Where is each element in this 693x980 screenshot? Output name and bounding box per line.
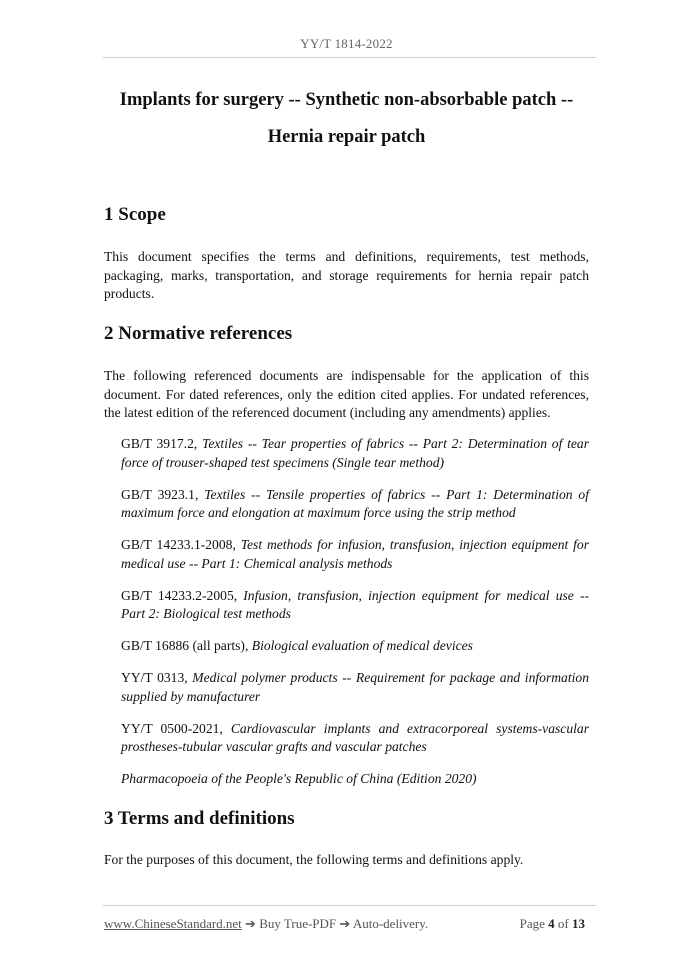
reference-code: GB/T 3923.1, bbox=[121, 486, 205, 502]
page-of-label: of bbox=[554, 916, 572, 931]
arrow-right-icon: ➔ bbox=[241, 916, 260, 931]
scope-paragraph: This document specifies the terms and definitions, requirements, test methods, packaging, marks, transportation, and storage requirements for hernia repair patch products. bbox=[104, 249, 589, 301]
page-current: 4 bbox=[548, 916, 555, 931]
reference-title: Biological evaluation of medical devices bbox=[251, 638, 473, 653]
reference-title: Pharmacopoeia of the People's Republic of China (Edition 2020) bbox=[121, 771, 477, 786]
document-title bbox=[80, 82, 613, 156]
reference-list bbox=[121, 435, 589, 802]
reference-item bbox=[121, 770, 589, 789]
section-heading-terms-definitions: 3 Terms and definitions bbox=[104, 808, 295, 829]
reference-title: Textiles -- Tear properties of fabrics -- Part 2: Determination of tear force of trouser-shaped test specimens (Single tear method) bbox=[121, 436, 590, 470]
reference-code: YY/T 0313, bbox=[121, 670, 193, 685]
reference-code: GB/T 16886 (all parts), bbox=[121, 638, 252, 653]
title-line-1: Implants for surgery -- Synthetic non-absorbable patch -- bbox=[119, 90, 574, 110]
reference-title: Medical polymer products -- Requirement for package and information supplied by manufacturer bbox=[121, 670, 589, 704]
reference-code: GB/T 14233.2-2005, bbox=[121, 587, 244, 603]
section-heading-normative-references: 2 Normative references bbox=[104, 323, 293, 344]
reference-title: Textiles -- Tensile properties of fabrics -- Part 1: Determination of maximum force and elongation at maximum force using the strip method bbox=[121, 486, 589, 520]
reference-code: GB/T 3917.2, bbox=[121, 436, 203, 451]
reference-title: Test methods for infusion, transfusion, injection equipment for medical use -- Part 1: Chemical analysis methods bbox=[121, 537, 590, 571]
reference-item bbox=[121, 486, 589, 523]
arrow-right-icon: ➔ bbox=[336, 916, 353, 931]
terms-paragraph: For the purposes of this document, the following terms and definitions apply. bbox=[104, 852, 524, 867]
reference-item bbox=[121, 637, 589, 656]
site-link[interactable]: www.ChineseStandard.net bbox=[104, 916, 242, 931]
title-line-2: Hernia repair patch bbox=[267, 127, 426, 147]
page-total: 13 bbox=[572, 916, 585, 931]
reference-item bbox=[121, 587, 589, 624]
reference-code: YY/T 0500-2021, bbox=[121, 720, 231, 736]
auto-delivery-text: Auto-delivery. bbox=[352, 916, 429, 931]
section-heading-scope: 1 Scope bbox=[104, 204, 166, 225]
reference-item bbox=[121, 435, 589, 472]
document-number-header: YY/T 1814-2022 bbox=[300, 36, 393, 51]
normative-intro-paragraph: The following referenced documents are indispensable for the application of this document. For dated references, only the edition cited applies. For undated references, the latest edition of the referenced document (including any amendments) applies. bbox=[104, 368, 589, 420]
reference-code: GB/T 14233.1-2008, bbox=[121, 537, 241, 552]
footer-links bbox=[104, 916, 428, 932]
page-indicator bbox=[520, 916, 585, 932]
buy-pdf-link[interactable]: Buy True-PDF bbox=[259, 916, 337, 931]
reference-item bbox=[121, 536, 589, 573]
footer-divider bbox=[103, 905, 596, 906]
reference-title: Cardiovascular implants and extracorporeal systems-vascular prostheses-tubular vascular grafts and vascular patches bbox=[121, 720, 589, 754]
page-label: Page bbox=[519, 916, 549, 931]
reference-item bbox=[121, 669, 589, 706]
header-divider bbox=[103, 57, 596, 58]
reference-item bbox=[121, 720, 589, 757]
reference-title: Infusion, transfusion, injection equipment for medical use -- Part 2: Biological test methods bbox=[121, 587, 589, 621]
